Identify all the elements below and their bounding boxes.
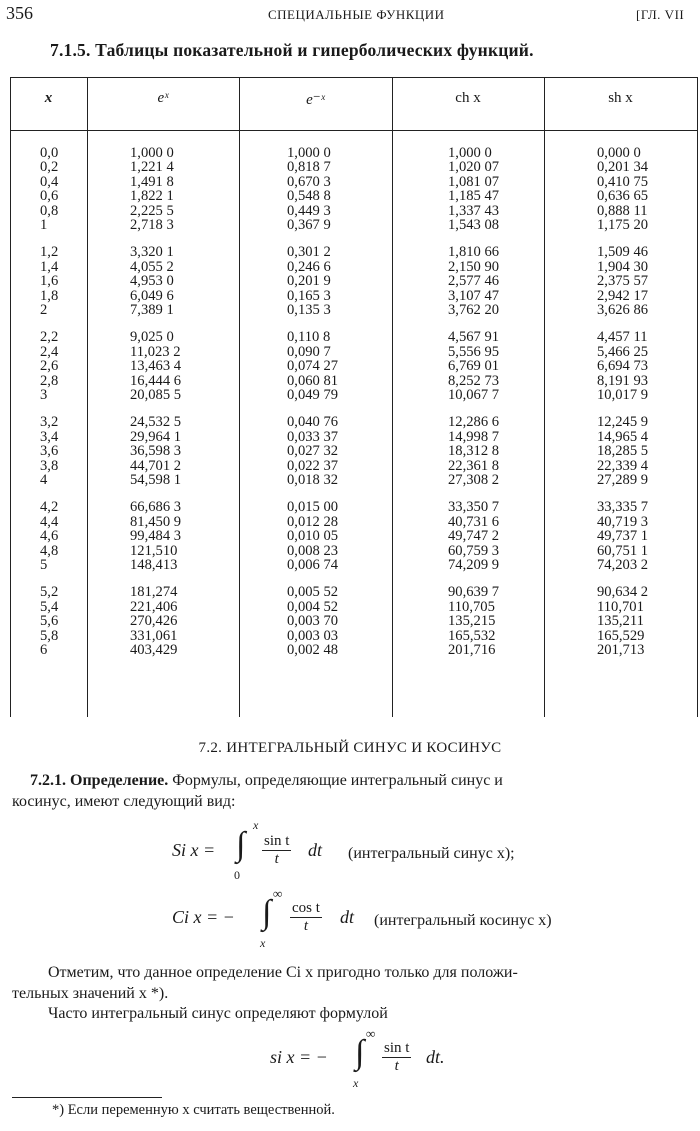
table-cell: 0,000 0	[597, 145, 641, 161]
table-cell: 0,090 7	[287, 343, 331, 360]
table-cell: 1,8	[40, 287, 59, 304]
table-cell: 0,201 34	[597, 159, 649, 176]
table-cell: 5,6	[40, 613, 59, 630]
si-fraction	[262, 833, 291, 868]
table-cell: 4,6	[40, 528, 59, 545]
si2-numerator: sin t	[384, 1040, 410, 1056]
table-cell: 1	[40, 217, 48, 233]
table-cell: 2,577 46	[448, 273, 500, 290]
table-cell: 0,818 7	[287, 159, 331, 176]
table-cell: 0,049 79	[287, 387, 339, 403]
col-rule-4	[544, 77, 545, 717]
header-exp: eˣ	[157, 90, 169, 106]
table-cell: 0,135 3	[287, 302, 331, 318]
table-cell: 0,010 05	[287, 528, 339, 545]
table-cell: 0,165 3	[287, 287, 331, 304]
table-cell: 0,003 70	[287, 613, 339, 630]
table-cell: 110,701	[597, 598, 644, 615]
table-cell: 135,215	[448, 613, 496, 630]
ci-denominator: t	[303, 918, 309, 934]
header-ch: ch x	[455, 90, 481, 106]
table-cell: 0,018 32	[287, 472, 339, 488]
table-cell: 49,747 2	[448, 528, 500, 545]
table-cell: 24,532 5	[130, 414, 182, 431]
table-cell: 1,509 46	[597, 244, 649, 261]
table-cell: 5,4	[40, 598, 59, 615]
subsection-number: 7.2.1. Определение.	[30, 772, 169, 789]
table-cell: 0,004 52	[287, 598, 339, 615]
table-cell: 4,457 11	[597, 329, 648, 346]
table-cell: 0,027 32	[287, 443, 339, 460]
table-cell: 0,410 75	[597, 173, 649, 190]
table-cell: 16,444 6	[130, 372, 182, 389]
table-cell: 0,022 37	[287, 457, 339, 474]
table-cell: 3,107 47	[448, 287, 500, 304]
ci-dt: dt	[340, 907, 355, 927]
table-cell: 1,822 1	[130, 188, 174, 205]
table-cell: 49,737 1	[597, 528, 649, 545]
table-cell: 18,285 5	[597, 443, 649, 460]
table-cell: 4,567 91	[448, 329, 500, 346]
table-cell: 22,361 8	[448, 457, 500, 474]
ci-comment: (интегральный косинус x)	[374, 912, 552, 929]
table-cell: 7,389 1	[130, 302, 174, 318]
table-cell: 27,308 2	[448, 472, 500, 488]
table-cell: 0,012 28	[287, 513, 339, 530]
table-cell: 2,225 5	[130, 202, 174, 219]
remark-line-2: тельных значений x *).	[12, 985, 169, 1002]
table-cell: 4	[40, 472, 48, 488]
table-cell: 6	[40, 642, 48, 658]
header-x: x	[44, 90, 53, 106]
table-cell: 12,286 6	[448, 414, 500, 431]
table-cell: 0,040 76	[287, 414, 339, 431]
table-cell: 2,375 57	[597, 273, 649, 290]
table-cell: 54,598 1	[130, 472, 182, 488]
table-right-rule	[697, 77, 698, 717]
table-cell: 0,003 03	[287, 627, 339, 644]
table-cell: 3,320 1	[130, 244, 174, 261]
table-cell: 5,2	[40, 584, 59, 601]
table-cell: 18,312 8	[448, 443, 500, 460]
si-denominator: t	[274, 851, 279, 867]
table-cell: 99,484 3	[130, 528, 182, 545]
table-cell: 6,694 73	[597, 358, 649, 375]
table-cell: 148,413	[130, 557, 178, 573]
table-cell: 3,762 20	[448, 302, 500, 318]
table-cell: 27,289 9	[597, 472, 649, 488]
table-cell: 1,221 4	[130, 159, 174, 176]
table-cell: 74,209 9	[448, 557, 500, 573]
table-cell: 22,339 4	[597, 457, 649, 474]
table-cell: 0,060 81	[287, 372, 339, 389]
table-cell: 2,718 3	[130, 217, 174, 233]
table-cell: 201,716	[448, 642, 496, 658]
footnote: *) Если переменную x считать вещественной.	[52, 1102, 335, 1118]
si2-formula-lhs: si x = −	[270, 1047, 328, 1067]
col-rule-3	[392, 77, 393, 717]
table-cell: 6,769 01	[448, 358, 500, 375]
table-cell: 1,491 8	[130, 173, 174, 190]
table-cell: 44,701 2	[130, 457, 182, 474]
si2-denominator: t	[394, 1058, 399, 1074]
table-cell: 165,529	[597, 627, 645, 644]
ci-lower-limit: x	[260, 936, 266, 950]
table-cell: 4,2	[40, 499, 59, 516]
table-cell: 1,175 20	[597, 217, 649, 233]
table-cell: 1,185 47	[448, 188, 500, 205]
table-cell: 81,450 9	[130, 513, 182, 530]
table-cell: 10,067 7	[448, 387, 500, 403]
table-cell: 0,002 48	[287, 642, 339, 658]
table-cell: 403,429	[130, 642, 178, 658]
table-cell: 1,810 66	[448, 244, 500, 261]
table-cell: 201,713	[597, 642, 645, 658]
chapter-label: [ГЛ. VII	[636, 7, 685, 22]
table-cell: 4,8	[40, 542, 59, 559]
table-cell: 13,463 4	[130, 358, 182, 375]
table-cell: 4,953 0	[130, 273, 174, 290]
ci-upper-limit: ∞	[273, 886, 283, 901]
table-cell: 0,4	[40, 173, 59, 190]
running-title: СПЕЦИАЛЬНЫЕ ФУНКЦИИ	[268, 7, 445, 22]
table-cell: 0,6	[40, 188, 59, 205]
si-upper-limit: x	[253, 818, 259, 832]
table-cell: 270,426	[130, 613, 178, 630]
table-cell: 1,000 0	[448, 145, 492, 161]
table-cell: 5	[40, 557, 48, 573]
table-cell: 2,4	[40, 343, 59, 360]
table-cell: 1,000 0	[287, 145, 331, 161]
si2-upper-limit: ∞	[366, 1026, 376, 1041]
often-line: Часто интегральный синус определяют формулой	[48, 1005, 388, 1022]
table-cell: 221,406	[130, 598, 178, 615]
table-cell: 2,6	[40, 358, 59, 375]
si2-fraction	[382, 1040, 411, 1075]
table-cell: 90,634 2	[597, 584, 649, 601]
table-cell: 0,367 9	[287, 217, 331, 233]
si-dt: dt	[308, 840, 323, 860]
intro-line-2: косинус, имеют следующий вид:	[12, 793, 236, 810]
table-cell: 2,942 17	[597, 287, 649, 304]
table-cell: 6,049 6	[130, 287, 174, 304]
si-comment: (интегральный синус x);	[348, 845, 515, 862]
table-cell: 110,705	[448, 598, 495, 615]
table-cell: 2	[40, 302, 48, 318]
table-cell: 60,751 1	[597, 542, 649, 559]
table-cell: 2,2	[40, 329, 59, 346]
table-cell: 135,211	[597, 613, 644, 630]
table-cell: 3,8	[40, 457, 59, 474]
table-left-rule	[10, 77, 11, 717]
page-number: 356	[6, 3, 33, 23]
si2-lower-limit: x	[353, 1076, 359, 1090]
table-cell: 1,000 0	[130, 145, 174, 161]
si-lhs-text: Si x =	[172, 840, 216, 860]
table-cell: 40,719 3	[597, 513, 649, 530]
table-cell: 0,005 52	[287, 584, 339, 601]
table-cell: 181,274	[130, 584, 178, 601]
table-cell: 3,2	[40, 414, 59, 431]
header-sh: sh x	[608, 90, 633, 106]
table-cell: 33,350 7	[448, 499, 500, 516]
table-cell: 2,150 90	[448, 258, 500, 275]
table-cell: 0,888 11	[597, 202, 648, 219]
ci-formula-lhs: Ci x = −	[172, 907, 235, 927]
table-cell: 1,337 43	[448, 202, 500, 219]
table-cell: 4,055 2	[130, 258, 174, 275]
definition-paragraph	[30, 770, 700, 791]
table-cell: 5,466 25	[597, 343, 649, 360]
table-cell: 1,543 08	[448, 217, 500, 233]
table-cell: 8,252 73	[448, 372, 500, 389]
integral-sign-ci: ∫	[262, 894, 272, 931]
table-cell: 3,626 86	[597, 302, 649, 318]
table-cell: 74,203 2	[597, 557, 649, 573]
table-cell: 60,759 3	[448, 542, 500, 559]
table-cell: 29,964 1	[130, 428, 182, 445]
table-cell: 1,081 07	[448, 173, 500, 190]
table-cell: 14,998 7	[448, 428, 500, 445]
header-exp-neg: e⁻ˣ	[306, 92, 325, 108]
table-cell: 1,4	[40, 258, 59, 275]
table-cell: 40,731 6	[448, 513, 500, 530]
table-cell: 3,6	[40, 443, 59, 460]
table-cell: 10,017 9	[597, 387, 649, 403]
table-cell: 0,548 8	[287, 188, 331, 205]
integral-sign-si2: ∫	[355, 1034, 365, 1071]
table-cell: 36,598 3	[130, 443, 182, 460]
table-cell: 66,686 3	[130, 499, 182, 516]
table-cell: 2,8	[40, 372, 59, 389]
table-cell: 14,965 4	[597, 428, 649, 445]
table-cell: 20,085 5	[130, 387, 182, 403]
ci-fraction	[290, 900, 322, 935]
table-cell: 0,449 3	[287, 202, 331, 219]
table-cell: 0,033 37	[287, 428, 339, 445]
table-top-rule	[10, 77, 698, 78]
table-cell: 1,904 30	[597, 258, 649, 275]
table-cell: 0,670 3	[287, 173, 331, 190]
table-cell: 12,245 9	[597, 414, 649, 431]
table-cell: 331,061	[130, 627, 178, 644]
table-cell: 0,110 8	[287, 329, 331, 346]
si2-dt: dt.	[426, 1047, 445, 1067]
section-title-7-2: 7.2. ИНТЕГРАЛЬНЫЙ СИНУС И КОСИНУС	[198, 740, 502, 756]
table-cell: 11,023 2	[130, 343, 181, 360]
table-cell: 1,020 07	[448, 159, 500, 176]
section-title-7-1-5: 7.1.5. Таблицы показательной и гиперболических функций.	[50, 40, 534, 60]
table-cell: 8,191 93	[597, 372, 649, 389]
table-cell: 121,510	[130, 542, 178, 559]
table-header-rule	[10, 130, 698, 131]
table-cell: 0,636 65	[597, 188, 649, 205]
footnote-rule	[12, 1097, 162, 1098]
table-cell: 165,532	[448, 627, 496, 644]
table-cell: 4,4	[40, 513, 59, 530]
table-cell: 0,074 27	[287, 358, 339, 375]
si-numerator: sin t	[264, 833, 290, 849]
intro-line-1: Формулы, определяющие интегральный синус и	[172, 772, 503, 789]
table-cell: 33,335 7	[597, 499, 649, 516]
table-cell: 3,4	[40, 428, 59, 445]
table-cell: 90,639 7	[448, 584, 500, 601]
remark-line-1: Отметим, что данное определение Ci x пригодно только для положи-	[48, 964, 518, 981]
table-cell: 0,006 74	[287, 557, 339, 573]
table-cell: 1,2	[40, 244, 59, 261]
table-cell: 1,6	[40, 273, 59, 290]
table-cell: 0,201 9	[287, 273, 331, 290]
ci-numerator: cos t	[292, 900, 320, 916]
table-cell: 9,025 0	[130, 329, 174, 346]
si-formula-lhs	[172, 840, 215, 861]
table-cell: 3	[40, 387, 48, 403]
table-cell: 0,246 6	[287, 258, 331, 275]
integral-sign-si: ∫	[236, 826, 246, 863]
table-cell: 0,008 23	[287, 542, 339, 559]
col-rule-2	[239, 77, 240, 717]
table-cell: 0,015 00	[287, 499, 339, 516]
si-lower-limit: 0	[234, 868, 240, 882]
table-cell: 0,301 2	[287, 244, 331, 261]
col-rule-1	[87, 77, 88, 717]
running-head	[0, 3, 700, 25]
table-cell: 0,8	[40, 202, 59, 219]
table-cell: 0,2	[40, 159, 59, 176]
table-cell: 0,0	[40, 145, 59, 161]
table-cell: 5,8	[40, 627, 59, 644]
table-cell: 5,556 95	[448, 343, 500, 360]
